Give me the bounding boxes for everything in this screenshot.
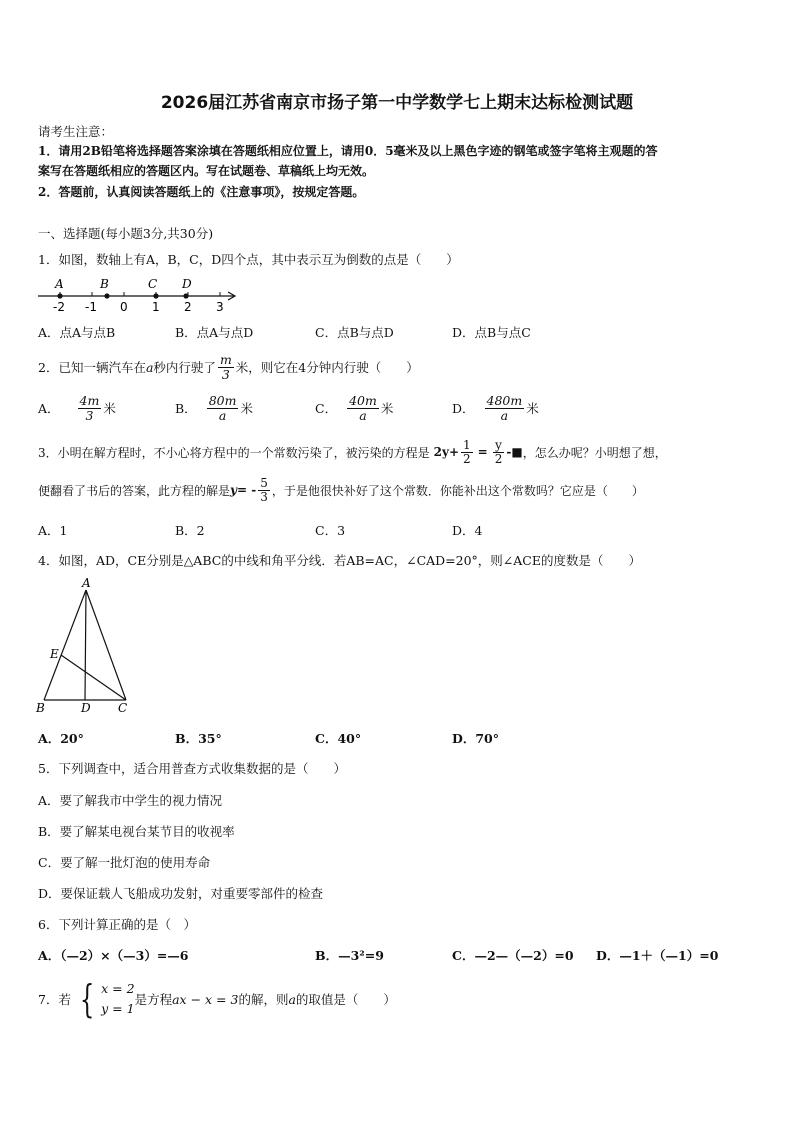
q7-var: a xyxy=(288,991,296,1007)
label-a: A xyxy=(55,277,64,291)
label-c: C xyxy=(148,277,158,291)
q3-line-2 xyxy=(38,472,644,508)
q2-option-c-num: 40m xyxy=(349,393,377,409)
q3-line2-a: 便翻看了书后的答案，此方程的解是 xyxy=(38,483,231,498)
q5-option-c[interactable]: C．要了解一批灯泡的使用寿命 xyxy=(38,855,211,870)
q2-option-a-den: 3 xyxy=(85,407,94,423)
q3-sol-frac xyxy=(258,477,270,503)
q3-option-c[interactable]: C．3 xyxy=(315,523,346,538)
tick-label-m1: -1 xyxy=(85,300,97,314)
tick-label-0: 0 xyxy=(120,300,128,314)
notice-line-1: 1．请用2B铅笔将选择题答案涂填在答题纸相应位置上，请用0．5毫米及以上黑色字迹的钢笔或签字笔将主观题的答 xyxy=(38,144,658,158)
q1-option-b[interactable]: B．点A与点D xyxy=(175,325,254,340)
vertex-a-label: A xyxy=(82,576,91,590)
point-a-dot xyxy=(57,293,62,298)
q2-option-a-label: A． xyxy=(38,401,60,416)
tick-label-2: 2 xyxy=(184,300,192,314)
label-d: D xyxy=(182,277,192,291)
q2-var-a: a xyxy=(145,359,154,375)
q3-stem-b: ，怎么办呢？小明想了想， xyxy=(522,445,667,460)
vertex-b-label: B xyxy=(36,701,45,715)
q4-option-c[interactable]: C．40° xyxy=(315,731,362,746)
vertex-c-label: C xyxy=(118,701,128,715)
brace-icon: { xyxy=(79,977,95,1021)
q2-option-b-den: a xyxy=(218,407,227,423)
tick-label-1: 1 xyxy=(152,300,160,314)
q2-option-b-unit: 米 xyxy=(240,401,253,416)
number-line-figure xyxy=(36,276,242,316)
q2-option-a[interactable] xyxy=(38,390,116,426)
label-b: B xyxy=(100,277,109,291)
q6-option-d[interactable]: D．—1＋（—1）=0 xyxy=(596,948,719,963)
q2-stem xyxy=(38,352,419,382)
side-ab xyxy=(44,590,86,700)
q3-eq-a: 2y+ xyxy=(433,445,460,459)
tick-label-m2: -2 xyxy=(53,300,65,314)
q2-fraction xyxy=(218,353,234,380)
q3-line2-b: ，于是他很快补好了这个常数．你能补出这个常数吗？它应是（ ） xyxy=(271,483,644,498)
q4-option-b[interactable]: B．35° xyxy=(175,731,222,746)
q2-option-c-unit: 米 xyxy=(380,401,394,416)
q2-frac-num: m xyxy=(219,352,232,368)
notice-line-2: 2．答题前，认真阅读答题纸上的《注意事项》，按规定答题。 xyxy=(38,185,365,199)
q2-stem-c: 米，则它在4分钟内行驶（ ） xyxy=(235,360,419,375)
q3-sol-num: 5 xyxy=(260,475,268,490)
q5-option-a[interactable]: A．要了解我市中学生的视力情况 xyxy=(38,793,223,808)
q2-stem-b: 秒内行驶了 xyxy=(153,360,216,375)
bisector-ce xyxy=(61,655,126,700)
q5-stem: 5．下列调查中，适合用普查方式收集数据的是（ ） xyxy=(38,761,346,776)
q2-option-d[interactable] xyxy=(452,390,539,426)
q3-option-b[interactable]: B．2 xyxy=(175,523,205,538)
q7-stem xyxy=(38,976,396,1022)
q3-eq-frac-2 xyxy=(493,439,505,465)
q3-line-1 xyxy=(38,436,667,468)
q7-tail-a: 的解，则 xyxy=(238,992,289,1007)
q6-stem: 6．下列计算正确的是（ ） xyxy=(38,917,196,932)
q3-eq-f1-den: 2 xyxy=(463,451,471,466)
q2-option-d-frac xyxy=(485,394,525,421)
section-heading: 一、选择题(每小题3分,共30分) xyxy=(38,226,214,241)
notice-heading: 请考生注意： xyxy=(38,124,114,139)
side-ac xyxy=(86,590,126,700)
q3-option-d[interactable]: D．4 xyxy=(452,523,483,538)
q3-stem-a: 3．小明在解方程时，不小心将方程中的一个常数污染了，被污染的方程是 xyxy=(38,445,430,460)
q2-option-d-label: D． xyxy=(452,401,475,416)
q6-option-a[interactable]: A．（—2）×（—3）=—6 xyxy=(38,948,189,963)
q2-option-b-num: 80m xyxy=(208,393,237,409)
q7-mid: 是方程 xyxy=(134,992,173,1007)
triangle-figure xyxy=(34,576,138,716)
point-d-dot xyxy=(183,293,188,298)
q5-option-d[interactable]: D．要保证载人飞船成功发射，对重要零部件的检查 xyxy=(38,886,324,901)
notice-line-1b: 案写在答题纸相应的答题区内。写在试题卷、草稿纸上均无效。 xyxy=(38,164,375,178)
q3-eq-frac-1 xyxy=(461,439,473,465)
q7-prefix: 7．若 xyxy=(38,992,71,1007)
q2-stem-a: 2．已知一辆汽车在 xyxy=(38,360,146,375)
q4-option-a[interactable]: A．20° xyxy=(38,731,84,746)
q3-option-a[interactable]: A．1 xyxy=(38,523,68,538)
q2-option-c-den: a xyxy=(359,407,367,423)
q7-equation: ax − x = 3 xyxy=(172,991,239,1007)
q3-sol-eq: = - xyxy=(237,483,257,497)
q1-stem: 1．如图，数轴上有A，B，C，D四个点，其中表示互为倒数的点是（ ） xyxy=(38,252,459,267)
q2-option-d-num: 480m xyxy=(486,393,523,409)
q2-option-b-frac xyxy=(207,394,239,421)
q3-sol-den: 3 xyxy=(260,489,268,504)
point-e-label: E xyxy=(50,647,59,661)
q2-option-b-label: B． xyxy=(175,401,197,416)
q3-eq-f2-num: y xyxy=(495,437,502,452)
q2-option-d-den: a xyxy=(500,407,509,423)
q7-tail-b: 的取值是（ ） xyxy=(295,992,396,1007)
q3-eq-f1-num: 1 xyxy=(463,437,471,452)
q1-option-a[interactable]: A．点A与点B xyxy=(38,325,116,340)
point-b-dot xyxy=(104,293,109,298)
q7-system xyxy=(101,979,134,1019)
q2-option-a-num: 4m xyxy=(79,393,100,409)
q3-eq-sign: = xyxy=(477,445,488,459)
q4-option-d[interactable]: D．70° xyxy=(452,731,499,746)
q2-frac-den: 3 xyxy=(221,366,230,382)
q3-eq-tail: -■ xyxy=(506,445,523,459)
q6-option-b[interactable]: B．—3²=9 xyxy=(315,948,384,963)
q3-sol-var: y xyxy=(230,483,237,497)
page-title: 2026届江苏省南京市扬子第一中学数学七上期末达标检测试题 xyxy=(160,93,634,113)
q1-option-c[interactable]: C．点B与点D xyxy=(315,325,394,340)
q5-option-b[interactable]: B．要了解某电视台某节目的收视率 xyxy=(38,824,235,839)
q2-option-c-label: C． xyxy=(315,401,338,416)
q7-sys-line-1: x = 2 xyxy=(101,981,135,996)
median-ad xyxy=(85,590,86,700)
q3-eq-f2-den: 2 xyxy=(494,451,503,466)
q2-option-a-frac xyxy=(78,394,102,421)
q2-option-b[interactable] xyxy=(175,390,253,426)
q2-option-a-unit: 米 xyxy=(103,401,116,416)
q6-option-c[interactable]: C．—2—（—2）=0 xyxy=(452,948,574,963)
q7-sys-line-2: y = 1 xyxy=(101,1001,135,1016)
point-d-label: D xyxy=(81,701,91,715)
q1-option-d[interactable]: D．点B与点C xyxy=(452,325,531,340)
q4-stem: 4．如图，AD，CE分别是△ABC的中线和角平分线．若AB=AC，∠CAD=20°，则∠ACE的度数是（ ） xyxy=(38,553,641,568)
point-c-dot xyxy=(153,293,158,298)
q2-option-d-unit: 米 xyxy=(526,401,539,416)
tick-label-3: 3 xyxy=(216,300,224,314)
q2-option-c-frac xyxy=(347,394,379,421)
q2-option-c[interactable] xyxy=(315,390,393,426)
